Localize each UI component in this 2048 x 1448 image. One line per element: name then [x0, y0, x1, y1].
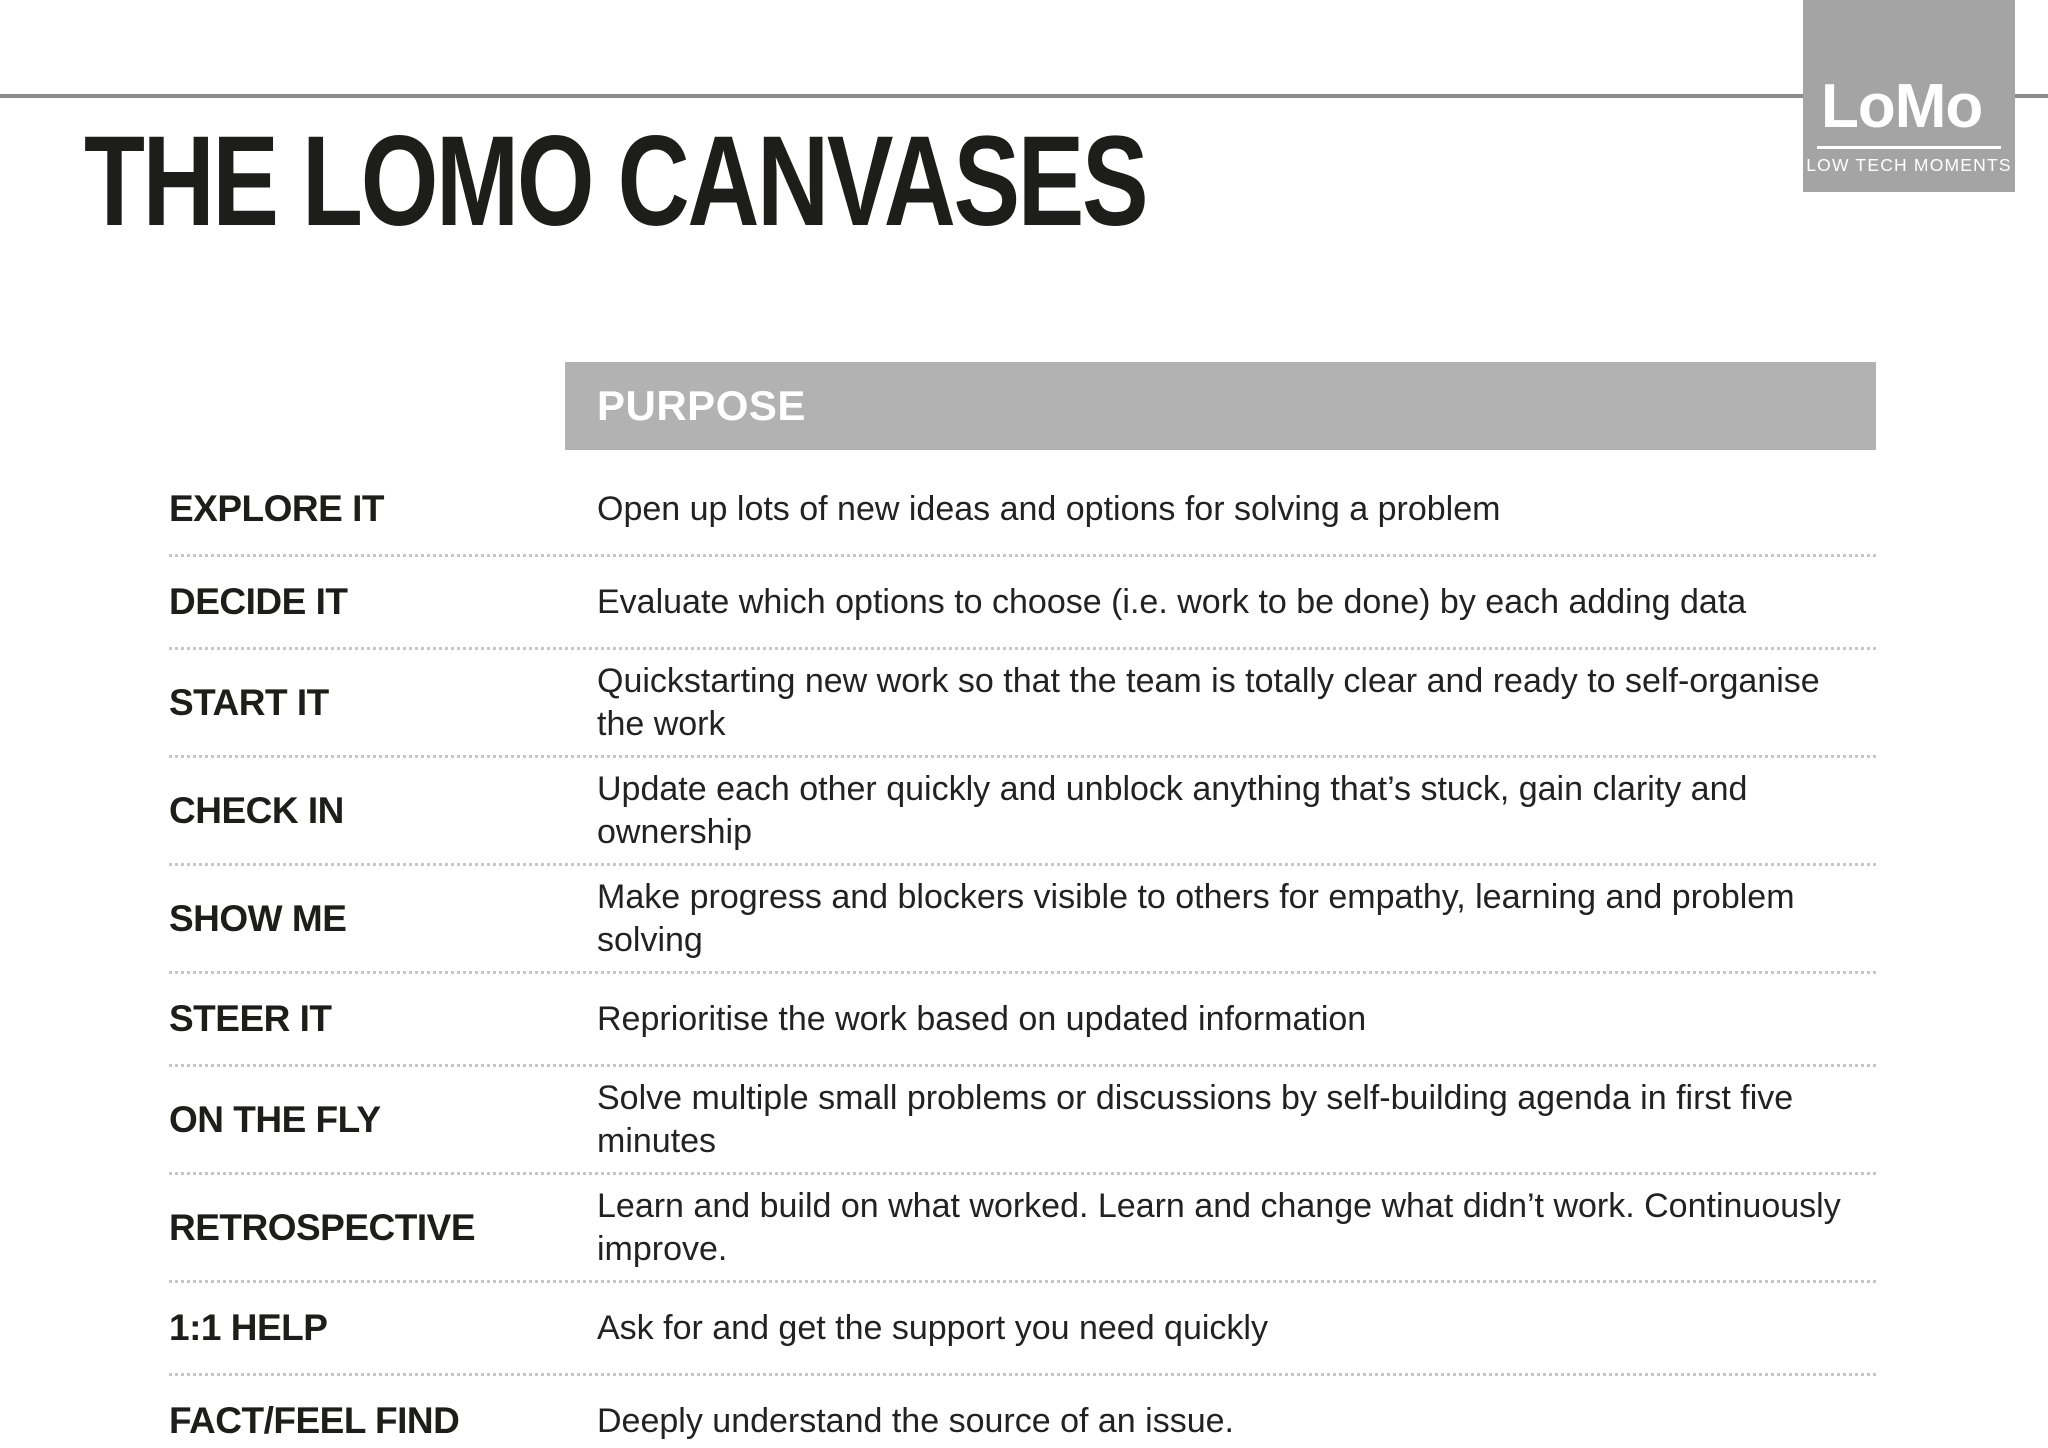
table-row [169, 650, 1876, 758]
row-label: ON THE FLY [169, 1098, 381, 1140]
row-label: FACT/FEEL FIND [169, 1400, 460, 1441]
page-title: THE LOMO CANVASES [84, 110, 1147, 253]
table-row [169, 464, 1876, 557]
row-purpose: Make progress and blockers visible to others for empathy, learning and problem solving [597, 878, 1795, 959]
table-row [169, 1175, 1876, 1283]
table-row [169, 758, 1876, 866]
row-purpose: Evaluate which options to choose (i.e. work to be done) by each adding data [597, 582, 1747, 621]
top-divider [0, 94, 2048, 98]
row-label: START IT [169, 681, 329, 723]
purpose-column-header: PURPOSE [565, 362, 1876, 450]
row-purpose: Quickstarting new work so that the team is totally clear and ready to self-organise the work [597, 662, 1820, 743]
table-rows [169, 464, 1876, 1448]
table-row [169, 866, 1876, 974]
row-purpose: Deeply understand the source of an issue. [597, 1401, 1234, 1440]
canvas-table [169, 362, 1876, 1448]
table-row [169, 557, 1876, 650]
table-row [169, 974, 1876, 1067]
logo-tagline: LOW TECH MOMENTS [1806, 155, 2012, 175]
row-label: STEER IT [169, 998, 332, 1039]
row-label: RETROSPECTIVE [169, 1206, 475, 1248]
row-purpose: Learn and build on what worked. Learn and change what didn’t work. Continuously improve. [597, 1187, 1841, 1268]
row-purpose: Update each other quickly and unblock anything that’s stuck, gain clarity and ownership [597, 770, 1748, 851]
logo-name: LoMo [1821, 72, 1983, 141]
row-purpose: Solve multiple small problems or discussions by self-building agenda in first five minutes [597, 1079, 1794, 1160]
row-purpose: Open up lots of new ideas and options for solving a problem [597, 489, 1501, 528]
row-label: EXPLORE IT [169, 488, 384, 529]
table-row [169, 1283, 1876, 1376]
row-purpose: Reprioritise the work based on updated information [597, 999, 1367, 1038]
row-label: CHECK IN [169, 789, 344, 831]
row-label: 1:1 HELP [169, 1307, 328, 1348]
row-label: SHOW ME [169, 897, 347, 939]
logo-divider [1817, 146, 2001, 149]
row-purpose: Ask for and get the support you need quickly [597, 1308, 1268, 1347]
row-label: DECIDE IT [169, 581, 348, 622]
lomo-logo [1803, 0, 2015, 192]
table-row [169, 1067, 1876, 1175]
table-row [169, 1376, 1876, 1448]
